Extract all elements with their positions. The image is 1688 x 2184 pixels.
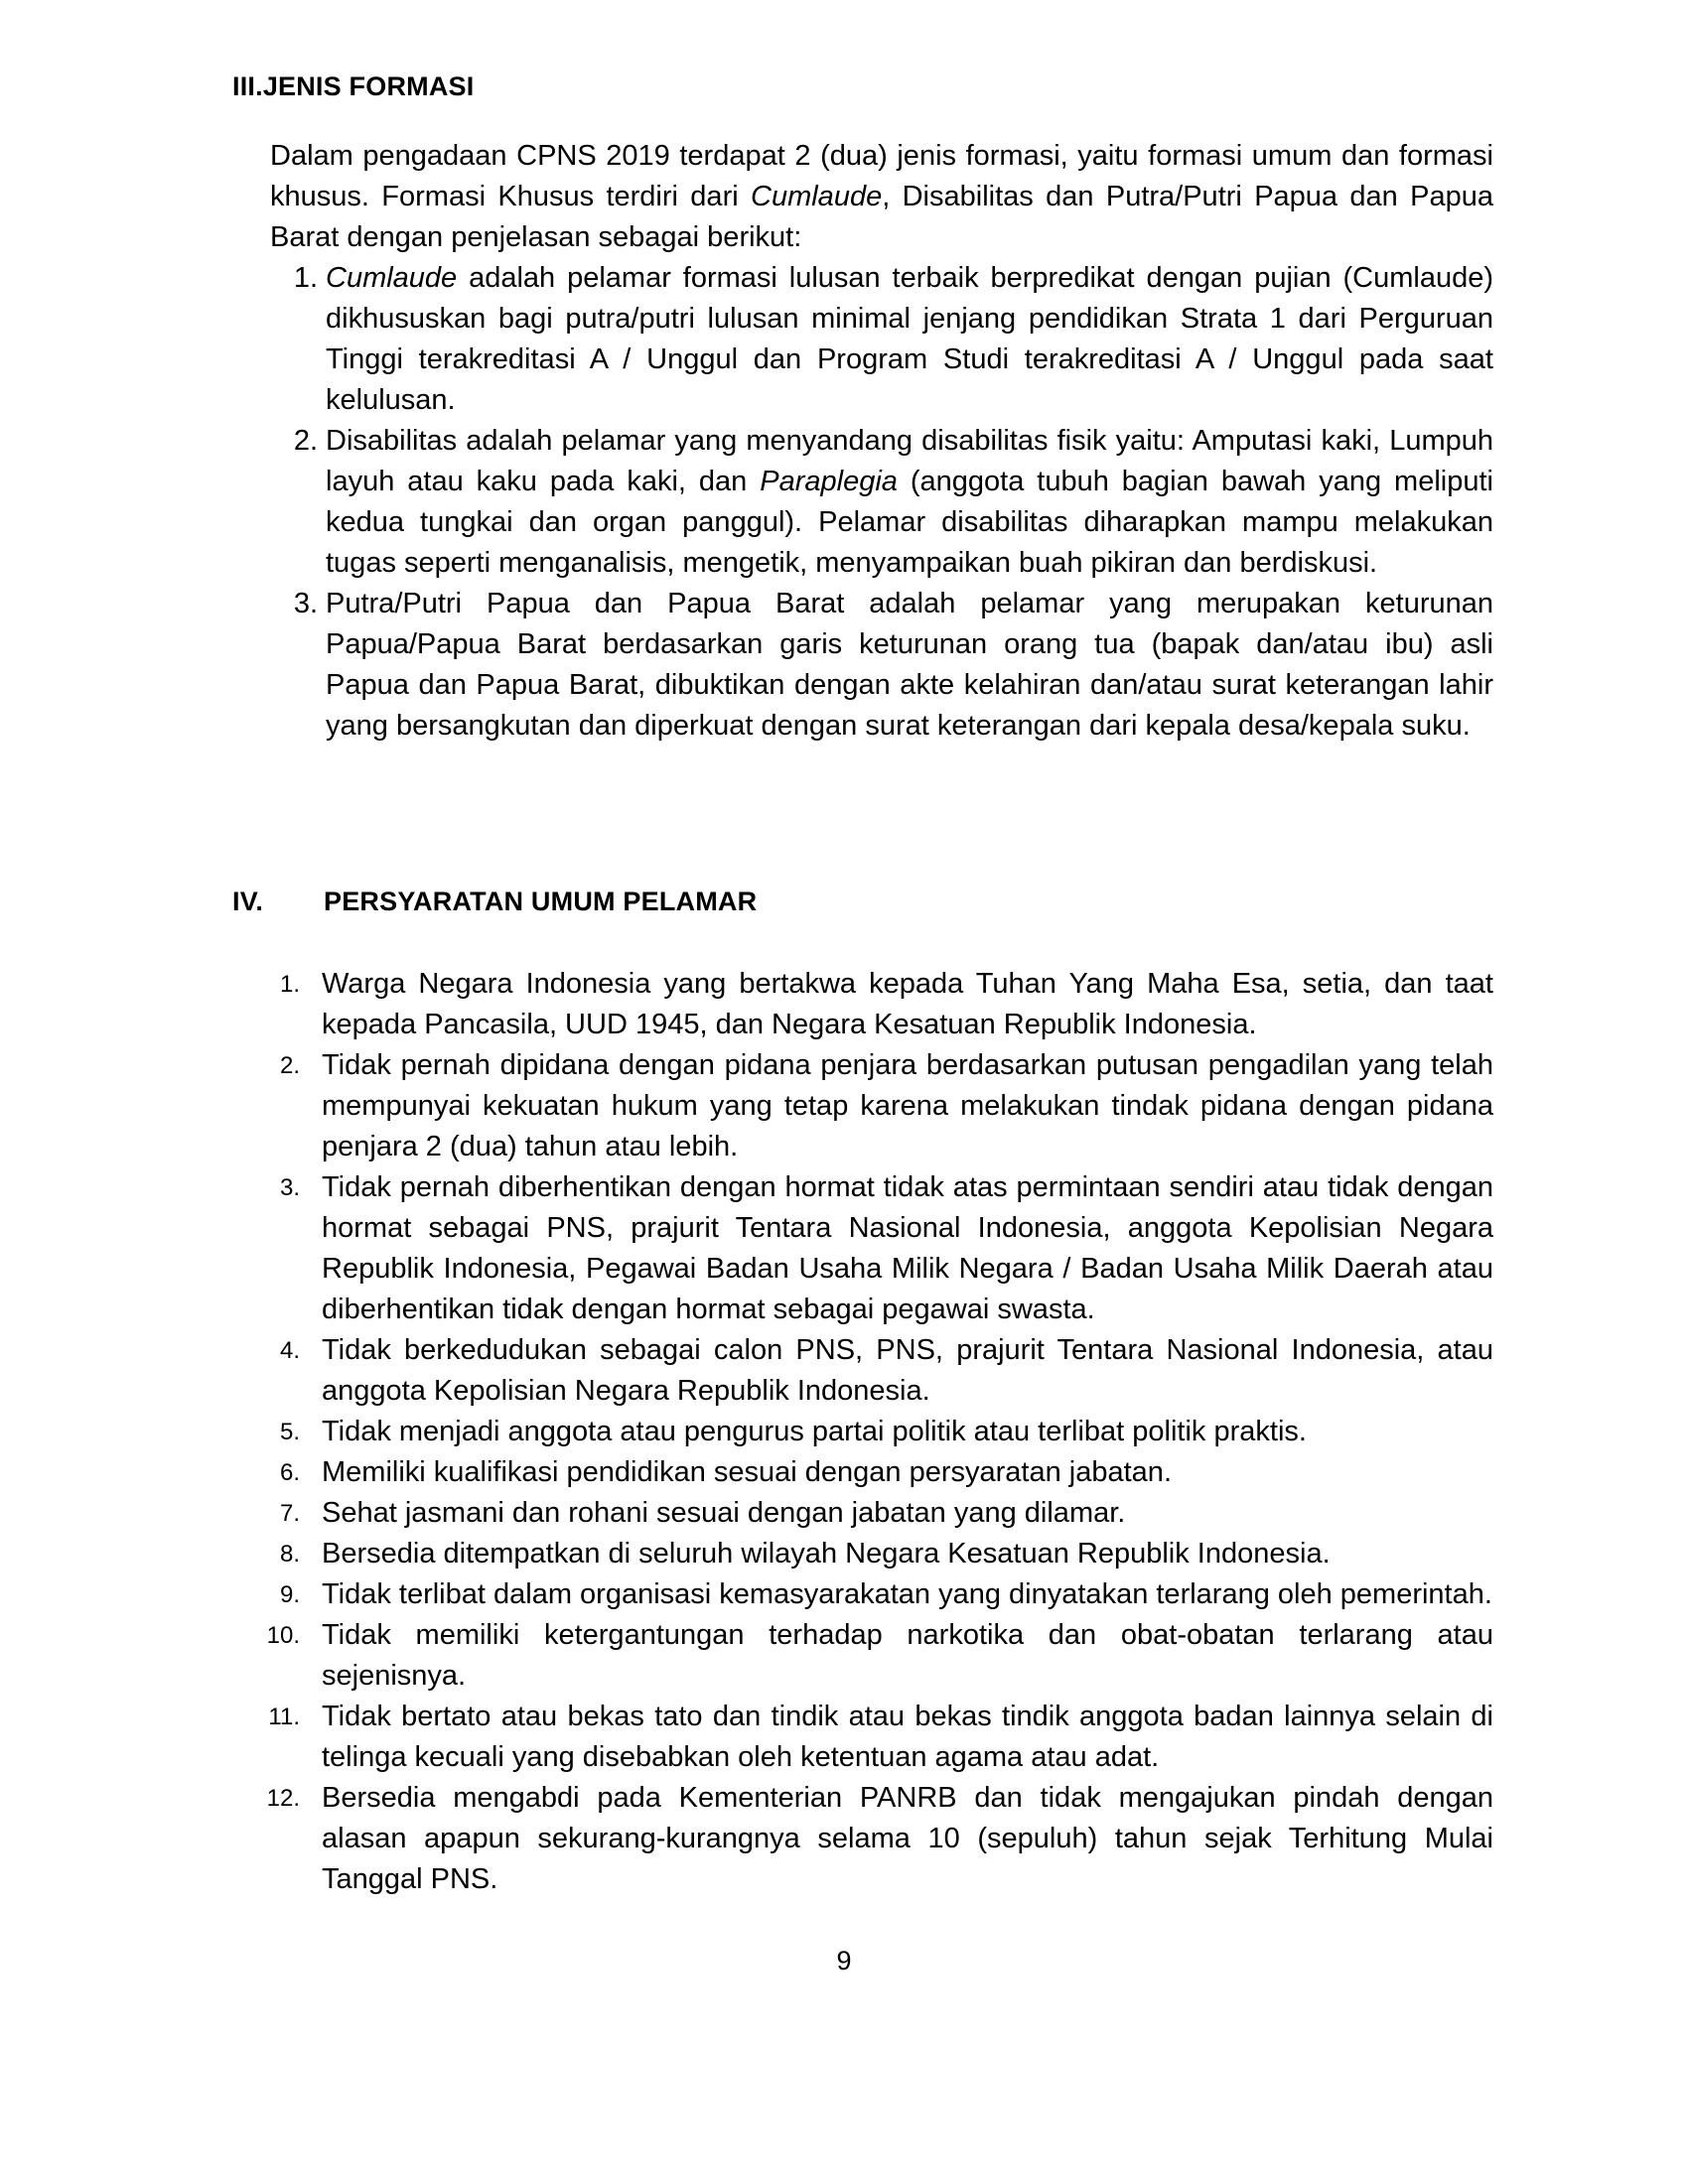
requirement-item	[279, 1330, 1493, 1412]
requirement-text: Tidak bertato atau bekas tato dan tindik atau bekas tindik anggota badan lainnya selain di telinga kecuali yang disebabkan oleh ketentuan agama atau adat.	[322, 1701, 1493, 1773]
list-item	[293, 258, 1493, 421]
requirement-text: Tidak pernah diberhentikan dengan hormat tidak atas permintaan sendiri atau tidak dengan hormat sebagai PNS, prajurit Tentara Nasional Indonesia, anggota Kepolisian Negara Republik Indonesia, Pegawai Badan Usaha Milik Negara / Badan Usaha Milik Daerah atau diberhentikan tidak dengan hormat sebagai pegawai swasta.	[322, 1171, 1493, 1325]
requirement-item	[268, 1697, 1493, 1778]
requirement-item	[279, 1452, 1493, 1493]
requirement-text: Tidak memiliki ketergantungan terhadap narkotika dan obat-obatan terlarang atau sejenisnya.	[322, 1619, 1493, 1692]
requirement-text: Tidak menjadi anggota atau pengurus partai politik atau terlibat politik praktis.	[322, 1416, 1307, 1447]
requirement-text: Tidak pernah dipidana dengan pidana penjara berdasarkan putusan pengadilan yang telah mempunyai kekuatan hukum yang tetap karena melakukan tindak pidana dengan pidana penjara 2 (dua) tahun atau lebih.	[322, 1049, 1493, 1162]
requirement-item	[279, 964, 1493, 1045]
requirement-number: 7.	[279, 1500, 300, 1527]
requirement-number: 6.	[279, 1459, 300, 1486]
requirement-number: 11.	[268, 1704, 300, 1730]
requirement-text: Warga Negara Indonesia yang bertakwa kepada Tuhan Yang Maha Esa, setia, dan taat kepada Pancasila, UUD 1945, dan Negara Kesatuan Republik Indonesia.	[322, 968, 1493, 1040]
requirement-item	[279, 1574, 1493, 1615]
requirement-item	[266, 1778, 1493, 1900]
formasi-list	[293, 258, 1493, 747]
list-item	[293, 421, 1493, 584]
list-item-number: 2.	[293, 425, 318, 457]
requirement-number: 2.	[279, 1052, 300, 1079]
requirement-item	[279, 1493, 1493, 1534]
section-4-title: PERSYARATAN UMUM PELAMAR	[324, 887, 758, 916]
requirement-number: 1.	[279, 971, 300, 998]
requirement-item	[266, 1615, 1493, 1697]
requirement-item	[279, 1412, 1493, 1452]
section-4-heading	[232, 887, 757, 917]
requirement-text: Sehat jasmani dan rohani sesuai dengan jabatan yang dilamar.	[322, 1497, 1126, 1529]
requirement-text: Memiliki kualifikasi pendidikan sesuai dengan persyaratan jabatan.	[322, 1456, 1172, 1488]
requirement-number: 5.	[279, 1419, 300, 1445]
section-3-heading	[232, 71, 474, 102]
requirements-list	[266, 964, 1493, 1900]
list-item-italic-term: Paraplegia	[760, 466, 898, 497]
page-number: 9	[836, 1946, 852, 1976]
list-item-number: 3.	[293, 588, 318, 619]
requirement-number: 8.	[279, 1541, 300, 1568]
requirement-item	[279, 1045, 1493, 1167]
requirement-number: 10.	[266, 1622, 300, 1649]
list-item-text: Putra/Putri Papua dan Papua Barat adalah pelamar yang merupakan keturunan Papua/Papua Barat berdasarkan garis keturunan orang tua (bapak dan/atau ibu) asli Papua dan Papua Barat, dibuktikan dengan akte kelahiran dan/atau surat keterangan lahir yang bersangkutan dan diperkuat dengan surat keterangan dari kepala desa/kepala suku.	[326, 588, 1493, 742]
requirement-text: Bersedia mengabdi pada Kementerian PANRB dan tidak mengajukan pindah dengan alasan apapun sekurang-kurangnya selama 10 (sepuluh) tahun sejak Terhitung Mulai Tanggal PNS.	[322, 1782, 1493, 1895]
list-item-number: 1.	[293, 262, 318, 294]
section-3-number: III.	[232, 71, 263, 101]
requirement-text: Bersedia ditempatkan di seluruh wilayah Negara Kesatuan Republik Indonesia.	[322, 1538, 1331, 1570]
list-item-text: (anggota tubuh bagian bawah yang meliputi kedua tungkai dan organ panggul). Pelamar disabilitas diharapkan mampu melakukan tugas seperti menganalisis, mengetik, menyampaikan buah pikiran dan berdiskusi.	[326, 466, 1493, 579]
requirement-item	[279, 1167, 1493, 1330]
intro-italic-term: Cumlaude	[751, 181, 883, 212]
requirement-number: 3.	[279, 1174, 300, 1201]
requirement-number: 4.	[279, 1337, 300, 1364]
list-item-text: Disabilitas adalah pelamar yang menyandang disabilitas fisik yaitu: Amputasi kaki, Lumpuh layuh atau kaku pada kaki, dan	[326, 425, 1493, 497]
list-item-lead-italic: Cumlaude	[326, 262, 458, 294]
section-3-intro-paragraph: Dalam pengadaan CPNS 2019 terdapat 2 (dua) jenis formasi, yaitu formasi umum dan formasi khusus. Formasi Khusus terdiri dari Cumlaude, Disabilitas dan Putra/Putri Papua dan Papua Barat dengan penjelasan sebagai berikut:	[270, 140, 1493, 253]
requirement-item	[279, 1534, 1493, 1574]
list-item-text: adalah pelamar formasi lulusan terbaik berpredikat dengan pujian (Cumlaude) dikhususkan bagi putra/putri lulusan minimal jenjang pendidikan Strata 1 dari Perguruan Tinggi terakreditasi A / Unggul dan Program Studi terakreditasi A / Unggul pada saat kelulusan.	[326, 262, 1493, 416]
requirement-number: 9.	[279, 1581, 300, 1608]
requirement-number: 12.	[266, 1785, 300, 1812]
list-item	[293, 584, 1493, 747]
requirement-text: Tidak berkedudukan sebagai calon PNS, PNS, prajurit Tentara Nasional Indonesia, atau anggota Kepolisian Negara Republik Indonesia.	[322, 1334, 1493, 1407]
requirement-text: Tidak terlibat dalam organisasi kemasyarakatan yang dinyatakan terlarang oleh pemerintah.	[322, 1578, 1492, 1610]
section-4-number: IV.	[232, 887, 264, 916]
section-3-title: JENIS FORMASI	[262, 71, 475, 101]
